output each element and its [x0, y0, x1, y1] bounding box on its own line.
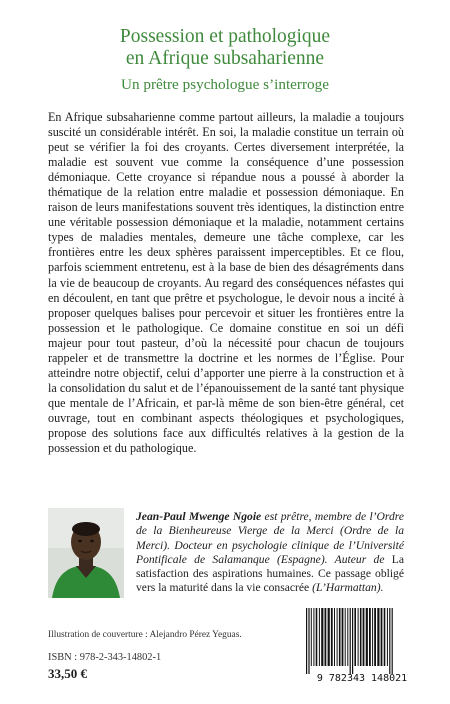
- barcode-bar: [369, 608, 371, 666]
- barcode-bar: [313, 608, 314, 666]
- barcode-bar: [374, 608, 376, 666]
- price: 33,50 €: [48, 666, 87, 681]
- back-cover-summary: En Afrique subsaharienne comme partout ailleurs, la maladie a toujours suscité un considérable intérêt. En soi, la maladie constitue un terrain où peut se vérifier la foi des croyants. Certes diversement interprétée, la maladie est souvent vue comme la conséquence d’une possession démoniaque. Cette croyance si répandue nous a poussé à aborder la thématique de la relation entre maladie et possession démoniaque. En raison de leurs manifestations souvent très identiques, la distinction entre une véritable possession démoniaque et la maladie, notamment certains types de maladies mentales, demeure une tâche complexe, car les frontières entre les deux sphères paraissent imperceptibles. Et ce flou, parfois sciemment entretenu, est à la base de bien des désagréments dans la vie de beaucoup de croyants. Au regard des conséquences néfastes qui en découlent, en tant que prêtre et psychologue, le devoir nous a incité à proposer quelques balises pour percevoir et situer les frontières entre la possession et le pathologique. Ce domaine constitue en soi un défi majeur pour tout pasteur, d’où la nécessité pour chacun de toujours rappeler et de transmettre la doctrine et les normes de l’Église. Pour atteindre notre objectif, celui d’apporter une pierre à la construction et à la consolidation du salut et de l’épanouissement de la santé tant physique que mentale de l’Africain, et par-là même de son bien-être général, cet ouvrage, tout en combinant aspects théologiques et psychologiques, propose des solutions face aux difficultés relatives à la gestion de la possession et du pathologique.: [48, 110, 404, 456]
- cover-illustration-credit: Illustration de couverture : Alejandro Pérez Yeguas.: [48, 630, 242, 640]
- barcode-bar: [366, 608, 368, 666]
- barcode-bar: [377, 608, 379, 666]
- author-previous-book: La satisfaction des aspirations humaines. Ce passage obligé vers la maturité dans la vie consacrée: [136, 552, 404, 595]
- barcode-bar: [311, 608, 312, 666]
- barcode-bar: [350, 608, 351, 674]
- barcode-bar: [354, 608, 356, 666]
- barcode-bar: [308, 608, 309, 674]
- ean-barcode-icon: [294, 602, 430, 686]
- barcode-bar: [339, 608, 341, 666]
- author-publisher: (L’Harmattan).: [309, 581, 384, 595]
- barcode-bar: [342, 608, 344, 666]
- barcode-bar: [381, 608, 383, 666]
- barcode-bar: [325, 608, 327, 666]
- barcode-bar: [331, 608, 333, 666]
- barcode-bar: [337, 608, 338, 666]
- barcode-bar: [372, 608, 373, 666]
- title-line-1: Possession et pathologique: [119, 26, 331, 47]
- barcode-bar: [392, 608, 393, 674]
- barcode-bar: [360, 608, 362, 666]
- book-subtitle: Un prêtre psychologue s’interroge: [121, 76, 329, 93]
- author-bio: [136, 510, 404, 596]
- barcode-bar: [347, 608, 348, 666]
- barcode-bar: [352, 608, 353, 674]
- barcode-bar: [316, 608, 318, 666]
- barcode-bar: [306, 608, 307, 674]
- author-name: Jean-Paul Mwenge Ngoie: [136, 510, 262, 523]
- barcode-bar: [345, 608, 346, 666]
- barcode-bar: [328, 608, 330, 666]
- title-line-2: en Afrique subsaharienne: [125, 48, 325, 69]
- barcode-bars: [294, 602, 430, 686]
- barcode-bar: [363, 608, 365, 666]
- barcode-bar: [319, 608, 320, 666]
- author-photo: [48, 508, 124, 598]
- barcode-bar: [384, 608, 386, 666]
- barcode-bar: [334, 608, 335, 666]
- barcode-bar: [321, 608, 323, 666]
- barcode-bar: [389, 608, 390, 674]
- author-portrait-icon: [48, 508, 124, 598]
- author-bio-text: est prêtre, membre de l’Ordre de la Bienheureuse Vierge de la Merci (Ordre de la Merci). Docteur en psychologie clinique de l’Université Pontificale de Salamanque (Espagne). Auteur de: [136, 510, 405, 566]
- barcode-bar: [387, 608, 388, 666]
- barcode-bar: [358, 608, 359, 666]
- book-title: [0, 26, 450, 70]
- isbn: ISBN : 978-2-343-14802-1: [48, 652, 162, 663]
- barcode-digits: 9 782343 148021: [316, 673, 408, 684]
